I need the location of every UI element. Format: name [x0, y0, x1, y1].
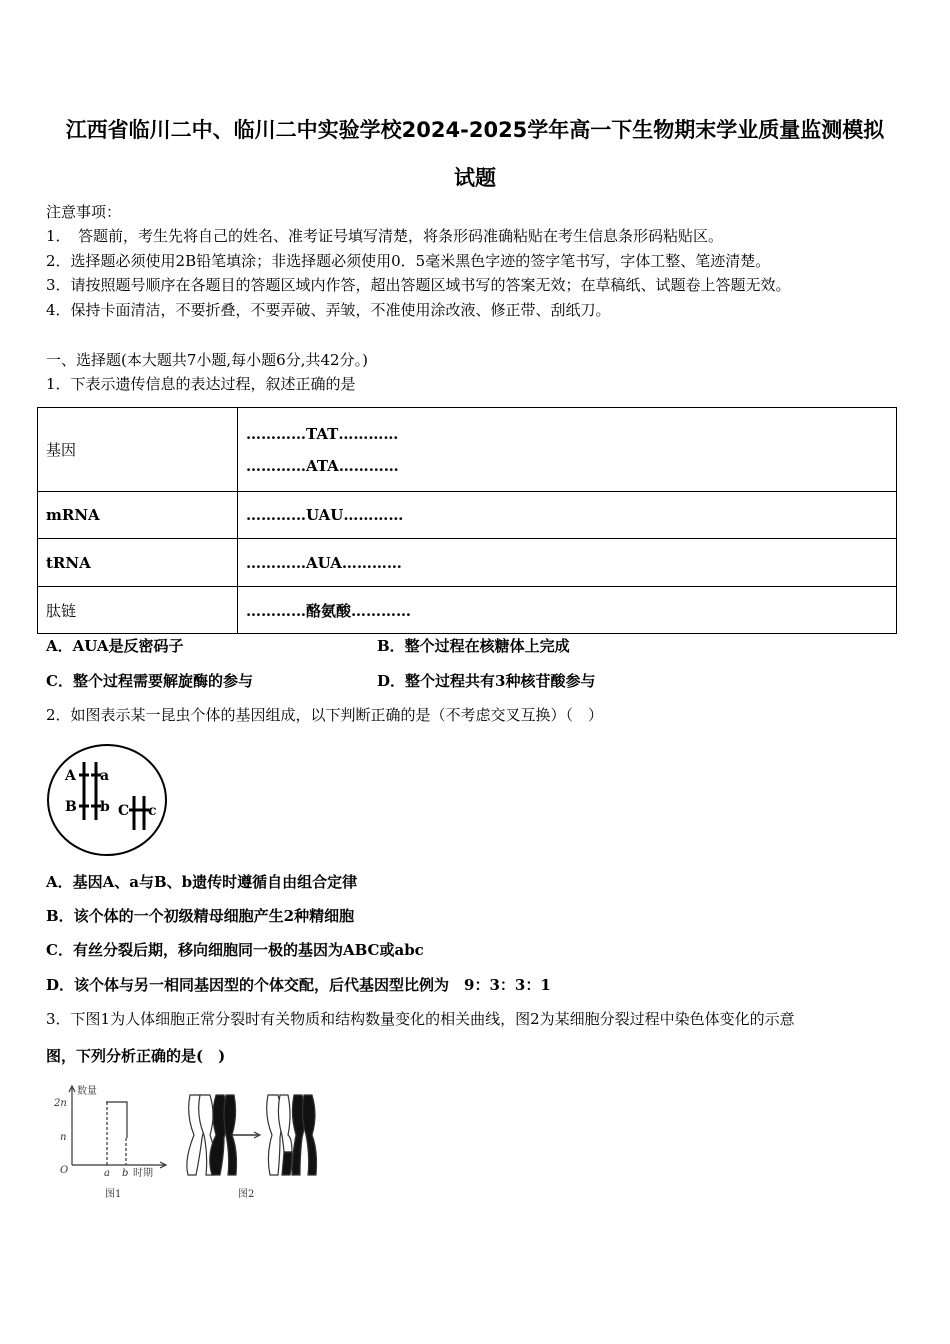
- q3-stem-line1: 3．下图1为人体细胞正常分裂时有关物质和结构数量变化的相关曲线，图2为某细胞分裂过程中染色体变化的示意: [46, 1010, 795, 1028]
- title-line2: 试题: [454, 166, 496, 190]
- origin-label: O: [60, 1165, 69, 1176]
- x-axis-label: 时期: [133, 1168, 153, 1179]
- row-label: 肽链: [38, 587, 238, 634]
- y-tick-n: n: [60, 1132, 67, 1143]
- gene-label: c: [148, 803, 157, 819]
- title-line1: 江西省临川二中、临川二中实验学校2024-2025学年高一下生物期末学业质量监测模拟: [65, 118, 885, 142]
- q2-option-c: C．有丝分裂后期，移向细胞同一极的基因为ABC或abc: [46, 941, 424, 959]
- row-label: mRNA: [38, 492, 238, 539]
- x-tick-a: a: [104, 1168, 110, 1179]
- q1-table: [37, 407, 897, 634]
- cell-value: …………TAT…………: [246, 424, 399, 443]
- q2-stem: 2．如图表示某一昆虫个体的基因组成，以下判断正确的是（不考虑交叉互换）（ ）: [46, 706, 604, 724]
- x-tick-b: b: [122, 1168, 129, 1179]
- gene-cell-figure: [46, 742, 168, 858]
- figure-1-caption: 图1: [105, 1189, 122, 1200]
- note-item: 1． 答题前，考生先将自己的姓名、准考证号填写清楚，将条形码准确粘贴在考生信息条形码粘贴区。: [46, 227, 724, 245]
- q1-stem: 1．下表示遗传信息的表达过程，叙述正确的是: [46, 375, 356, 393]
- note-item: 2．选择题必须使用2B铅笔填涂；非选择题必须使用0．5毫米黑色字迹的签字笔书写，字体工整、笔迹清楚。: [46, 252, 771, 270]
- table-row: [38, 408, 897, 492]
- row-label: tRNA: [38, 539, 238, 587]
- q1-option-a: A．AUA是反密码子: [46, 637, 184, 655]
- gene-label: a: [100, 768, 110, 784]
- notes-heading: 注意事项：: [46, 203, 122, 221]
- row-label: 基因: [38, 408, 238, 492]
- note-item: 4．保持卡面清洁，不要折叠，不要弄破、弄皱，不准使用涂改液、修正带、刮纸刀。: [46, 301, 611, 319]
- q3-stem-line2: 图，下列分析正确的是( ): [46, 1047, 226, 1065]
- q2-option-a: A．基因A、a与B、b遗传时遵循自由组合定律: [46, 873, 358, 891]
- table-row: [38, 539, 897, 587]
- table-row: [38, 492, 897, 539]
- cell-value: …………酪氨酸…………: [238, 587, 897, 634]
- q2-option-d: D．该个体与另一相同基因型的个体交配，后代基因型比例为 9：3：3：1: [46, 976, 551, 994]
- gene-label: b: [100, 799, 110, 815]
- section-heading: 一、选择题(本大题共7小题,每小题6分,共42分。): [46, 351, 368, 369]
- cell-value: …………ATA…………: [246, 456, 399, 475]
- q1-option-d: D．整个过程共有3种核苷酸参与: [377, 672, 596, 690]
- figure-2-chromosomes: [180, 1090, 330, 1205]
- note-item: 3．请按照题号顺序在各题目的答题区域内作答，超出答题区域书写的答案无效；在草稿纸、试题卷上答题无效。: [46, 276, 791, 294]
- cell-value: …………AUA…………: [238, 539, 897, 587]
- q1-option-c: C．整个过程需要解旋酶的参与: [46, 672, 253, 690]
- gene-label: A: [65, 768, 76, 784]
- table-row: [38, 587, 897, 634]
- y-tick-2n: 2n: [54, 1098, 67, 1109]
- gene-label: C: [118, 803, 130, 819]
- y-axis-label: 数量: [77, 1086, 97, 1097]
- cell-value: …………UAU…………: [238, 492, 897, 539]
- q2-option-b: B．该个体的一个初级精母细胞产生2种精细胞: [46, 907, 355, 925]
- q1-option-b: B．整个过程在核糖体上完成: [377, 637, 570, 655]
- gene-label: B: [65, 799, 77, 815]
- figure-2-caption: 图2: [238, 1189, 255, 1200]
- figure-1-graph: [50, 1080, 170, 1205]
